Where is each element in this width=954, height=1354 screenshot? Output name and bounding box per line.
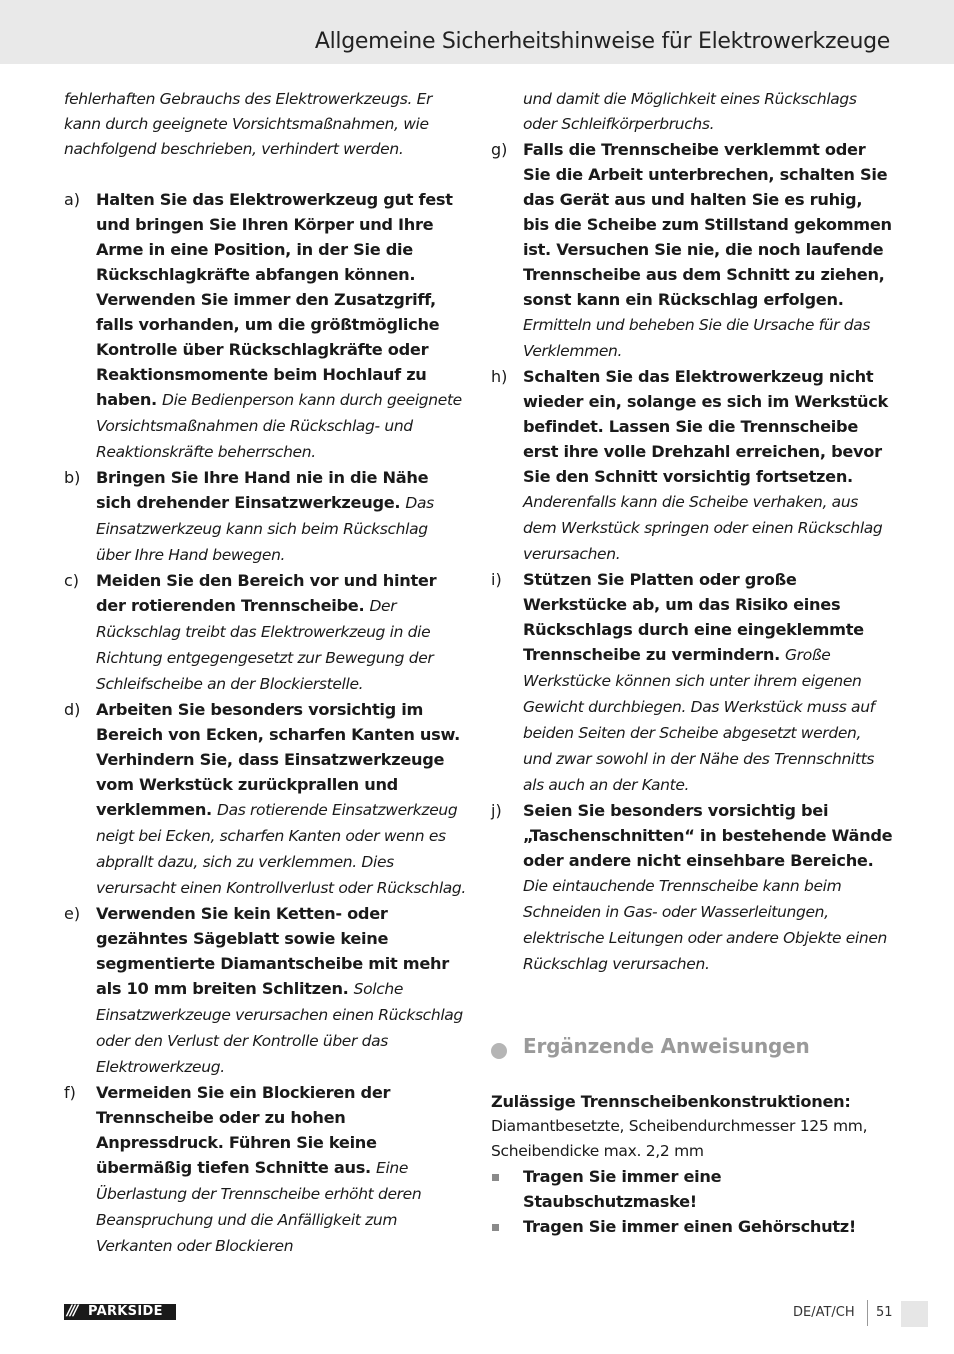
item-label: d) [64, 700, 81, 719]
item-italic-text: Ermitteln und beheben Sie die Ursache für das Verklemmen. [523, 316, 871, 360]
item-italic-text: Große Werkstücke können sich unter ihrem eigenen Gewicht durchbiegen. Das Werkstück muss auf beiden Seiten der Scheibe abgesetzt werden, und zwar sowohl in der Nähe des Trennschnitts als auch an der Kante. [523, 646, 875, 794]
list-item-d [64, 697, 466, 901]
list-item-b [64, 465, 466, 568]
list-item-e [64, 901, 466, 1080]
item-italic-text: Anderenfalls kann die Scheibe verhaken, aus dem Werkstück springen oder einen Rückschlag verursachen. [523, 493, 883, 563]
section-header [491, 1027, 893, 1077]
sub-text: Diamantbesetzte, Scheibendurchmesser 125 mm, Scheibendicke max. 2,2 mm [491, 1117, 868, 1160]
item-label: j) [491, 801, 502, 820]
item-label: c) [64, 571, 80, 590]
item-label: h) [491, 367, 508, 386]
item-label: g) [491, 140, 508, 159]
bullet-text: Tragen Sie immer einen Gehörschutz! [523, 1217, 857, 1236]
list-item-f [64, 1080, 466, 1259]
bullet-text: Tragen Sie immer eine Staubschutzmaske! [523, 1167, 722, 1211]
item-italic-text: Das rotierende Einsatzwerkzeug neigt bei Ecken, scharfen Kanten oder wenn es abprallt dazu, sich zu verklemmen. Dies verursacht einen Kontrollverlust oder Rückschlag. [96, 801, 467, 897]
item-bold-text: Seien Sie besonders vorsichtig bei „Taschenschnitten“ in bestehende Wände oder andere nicht einsehbare Bereiche. [523, 801, 893, 870]
item-italic-text: Die Bedienperson kann durch geeignete Vorsichtsmaßnahmen die Rückschlag- und Reaktionskräfte beherrschen. [96, 391, 462, 461]
item-label: b) [64, 468, 81, 487]
list-item-i [491, 567, 893, 798]
footer-tab [901, 1301, 928, 1327]
continuation-text: und damit die Möglichkeit eines Rückschlags oder Schleifkörperbruchs. [523, 90, 857, 133]
item-bold-text: Falls die Trennscheibe verklemmt oder Sie die Arbeit unterbrechen, schalten Sie das Gerät aus und halten Sie es ruhig, bis die Scheibe zum Stillstand gekommen ist. Versuchen Sie nie, die noch laufende Trennscheibe aus dem Schnitt zu ziehen, sonst kann ein Rückschlag erfolgen. [523, 140, 892, 309]
logo-text: PARKSIDE [88, 1304, 163, 1319]
right-column [491, 87, 893, 1239]
bullet-item [491, 1164, 893, 1214]
section-title: Ergänzende Anweisungen [523, 1034, 810, 1058]
item-label: a) [64, 190, 81, 209]
footer-locale: DE/AT/CH [793, 1305, 855, 1320]
item-italic-text: Das Einsatzwerkzeug kann sich beim Rückschlag über Ihre Hand bewegen. [96, 494, 434, 564]
parkside-logo [64, 1304, 176, 1320]
page-header [0, 0, 954, 64]
item-bold-text: Schalten Sie das Elektrowerkzeug nicht wieder ein, solange es sich im Werkstück befindet. Lassen Sie die Trennscheibe erst ihre volle Drehzahl erreichen, bevor Sie den Schnitt vorsichtig fortsetzen. [523, 367, 888, 486]
item-bold-text: Arbeiten Sie besonders vorsichtig im Bereich von Ecken, scharfen Kanten usw. Verhindern Sie, dass Einsatzwerkzeuge vom Werkstück zurückprallen und verklemmen. [96, 700, 460, 819]
item-bold-text: Halten Sie das Elektrowerkzeug gut fest und bringen Sie Ihren Körper und Ihre Arme in eine Position, in der Sie die Rückschlagkräfte abfangen können. Verwenden Sie immer den Zusatzgriff, falls vorhanden, um die größtmögliche Kontrolle über Rückschlagkräfte oder Reaktionsmomente beim Hochlauf zu haben. [96, 190, 453, 409]
list-item-h [491, 364, 893, 567]
item-bold-text: Vermeiden Sie ein Blockieren der Trennscheibe oder zu hohen Anpressdruck. Führen Sie keine übermäßig tiefen Schnitte aus. [96, 1083, 391, 1177]
list-item-g [491, 137, 893, 364]
item-italic-text: Der Rückschlag treibt das Elektrowerkzeug in die Richtung entgegengesetzt zur Bewegung der Schleifscheibe an der Blockierstelle. [96, 597, 434, 693]
item-bold-text: Meiden Sie den Bereich vor und hinter der rotierenden Trennscheibe. [96, 571, 437, 615]
footer-divider [867, 1300, 868, 1326]
item-bold-text: Verwenden Sie kein Ketten- oder gezähntes Sägeblatt sowie keine segmentierte Diamantscheibe mit mehr als 10 mm breiten Schlitzen. [96, 904, 449, 998]
item-bold-text: Bringen Sie Ihre Hand nie in die Nähe sich drehender Einsatzwerkzeuge. [96, 468, 429, 512]
square-bullet-icon [492, 1174, 499, 1181]
square-bullet-icon [492, 1224, 499, 1231]
section-bullet-icon [491, 1043, 507, 1059]
item-label: i) [491, 570, 502, 589]
sub-heading: Zulässige Trennscheibenkonstruktionen: [491, 1092, 851, 1111]
item-label: f) [64, 1083, 76, 1102]
item-label: e) [64, 904, 81, 923]
list-item-a [64, 187, 466, 465]
item-italic-text: Die eintauchende Trennscheibe kann beim Schneiden in Gas- oder Wasserleitungen, elektrische Leitungen oder andere Objekte einen Rückschlag verursachen. [523, 877, 887, 973]
item-italic-text: Solche Einsatzwerkzeuge verursachen einen Rückschlag oder den Verlust der Kontrolle über das Elektrowerkzeug. [96, 980, 463, 1076]
bullet-item [491, 1214, 893, 1239]
page-number: 51 [876, 1305, 893, 1320]
list-item-c [64, 568, 466, 697]
list-item-j [491, 798, 893, 977]
item-italic-text: Eine Überlastung der Trennscheibe erhöht deren Beanspruchung und die Anfälligkeit zum Verkanten oder Blockieren [96, 1159, 422, 1255]
item-bold-text: Stützen Sie Platten oder große Werkstücke ab, um das Risiko eines Rückschlags durch eine eingeklemmte Trennscheibe zu vermindern. [523, 570, 864, 664]
left-column [64, 87, 466, 1259]
page-title: Allgemeine Sicherheitshinweise für Elektrowerkzeuge [314, 29, 890, 54]
intro-text: fehlerhaften Gebrauchs des Elektrowerkzeugs. Er kann durch geeignete Vorsichtsmaßnahmen, wie nachfolgend beschrieben, verhindert werden. [64, 90, 433, 158]
logo-slashes: /// [67, 1303, 77, 1319]
